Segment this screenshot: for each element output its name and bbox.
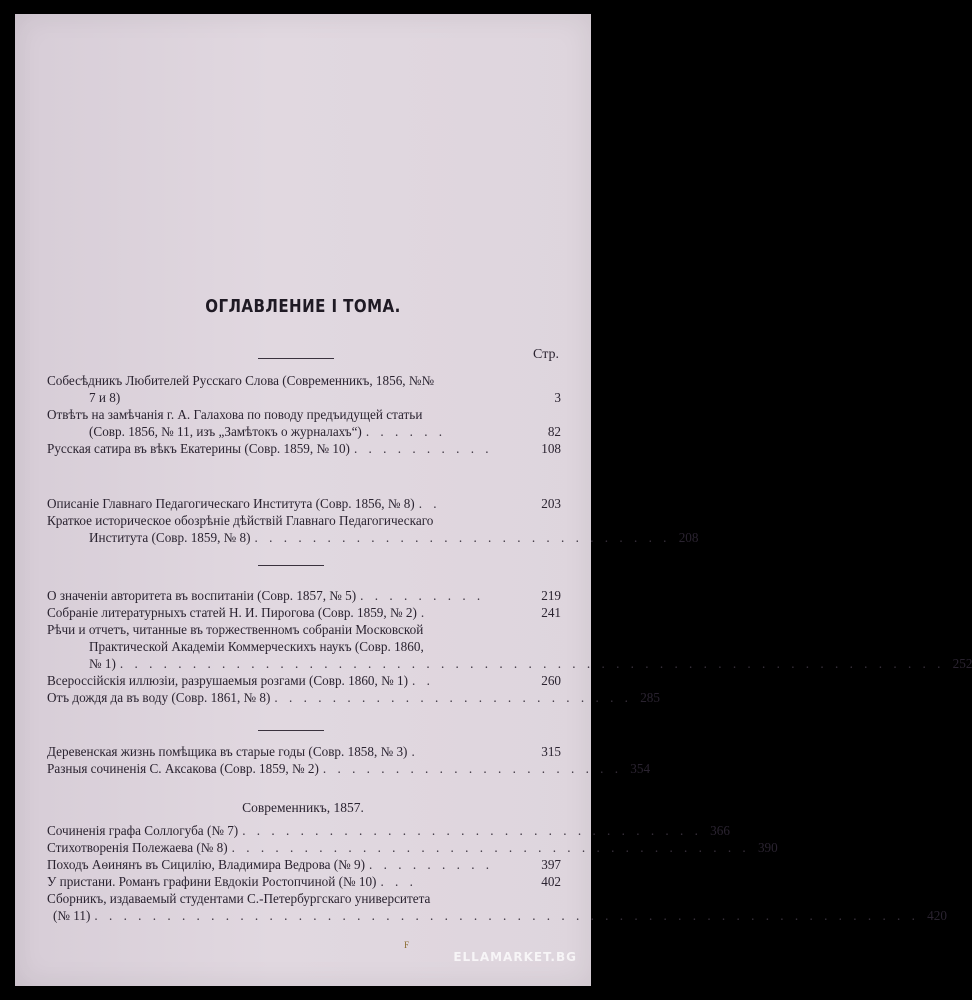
leader-dots: . . . . . . — [365, 424, 447, 439]
entry-line: Практической Академіи Коммерческихъ наукъ (Совр. 1860, — [89, 639, 424, 654]
toc-entry — [47, 406, 561, 440]
entry-page: 354 — [630, 761, 651, 776]
toc-entry — [47, 839, 778, 856]
entry-last-line — [47, 689, 660, 706]
entry-line: Рѣчи и отчетъ, читанные въ торжественномъ собраніи Московской — [47, 622, 424, 637]
entry-last-line — [47, 604, 561, 621]
entry-last-line — [47, 389, 561, 406]
entry-last-line — [47, 587, 561, 604]
toc-entry — [47, 621, 972, 672]
corner-mark: F — [404, 940, 410, 950]
entry-last-line — [47, 495, 561, 512]
entry-page: 315 — [541, 744, 561, 759]
leader-dots: . . — [418, 496, 441, 511]
entry-text: 7 и 8) — [89, 390, 121, 405]
entry-last-line — [47, 873, 561, 890]
leader-dots: . — [411, 744, 419, 759]
entry-last-line — [47, 856, 561, 873]
section-rule — [258, 730, 324, 731]
entry-text: Разныя сочиненія С. Аксакова (Совр. 1859, № 2) — [47, 761, 319, 776]
entry-line: Сборникъ, издаваемый студентами С.-Петербургскаго университета — [47, 891, 431, 906]
leader-dots: . . . . . . . . . . . . . . . . . . . . . . . . . . . . . . . . — [242, 823, 702, 838]
entry-text: № 1) — [89, 656, 116, 671]
watermark-logo: ELLAMARKET.BG — [453, 950, 577, 964]
entry-line: Отвѣтъ на замѣчанія г. А. Галахова по поводу предъидущей статьи — [47, 407, 423, 422]
entry-page: 108 — [541, 441, 561, 456]
entry-text: (Совр. 1856, № 11, изъ „Замѣтокъ о журналахъ“) — [89, 424, 362, 439]
entry-page: 82 — [547, 424, 561, 439]
entry-last-line — [47, 839, 778, 856]
leader-dots: . . . . . . . . . — [360, 588, 485, 603]
toc-entry — [47, 760, 651, 777]
entry-page: 390 — [757, 840, 778, 855]
entry-line: Собесѣдникъ Любителей Русскаго Слова (Современникъ, 1856, №№ — [47, 373, 435, 388]
entry-page: 420 — [927, 908, 947, 923]
section-heading: Современникъ, 1857. — [242, 800, 364, 815]
entry-text: Всероссійскія иллюзіи, разрушаемыя розгами (Совр. 1860, № 1) — [47, 673, 408, 688]
entry-text: Отъ дождя да въ воду (Совр. 1861, № 8) — [47, 690, 271, 705]
entry-last-line — [47, 822, 730, 839]
entry-page: 208 — [678, 530, 699, 545]
toc-entry — [47, 856, 561, 873]
leader-dots: . . . . . . . . . — [369, 857, 494, 872]
entry-text: Походъ Аѳинянъ въ Сицилію, Владимира Ведрова (№ 9) — [47, 857, 366, 872]
entry-last-line — [47, 907, 947, 924]
entry-page: 260 — [541, 673, 561, 688]
leader-dots: . . . . . . . . . . . . . . . . . . . . . . . . . . . . . . . . . . . . . . . . . . . . . . . . . . . . . . . . . — [94, 908, 919, 923]
toc-entry — [47, 512, 699, 546]
entry-text: Русская сатира въ вѣкъ Екатерины (Совр. 1859, № 10) — [47, 441, 350, 456]
leader-dots: . . . . . . . . . . — [353, 441, 493, 456]
entry-last-line — [47, 655, 972, 672]
entry-last-line — [47, 760, 651, 777]
leader-dots: . . . . . . . . . . . . . . . . . . . . . . . . . . . . . . . . . . . . — [231, 840, 750, 855]
entry-page: 203 — [541, 496, 561, 511]
entry-page: 366 — [710, 823, 730, 838]
leader-dots: . — [420, 605, 429, 620]
entry-line: Краткое историческое обозрѣніе дѣйствій Главнаго Педагогическаго — [47, 513, 434, 528]
page-title: ОГЛАВЛЕНИЕ I ТОМА. — [205, 297, 401, 317]
entry-text: Стихотворенія Полежаева (№ 8) — [47, 840, 228, 855]
entry-text: Сочиненія графа Соллогуба (№ 7) — [47, 823, 239, 838]
entry-text: Собраніе литературныхъ статей Н. И. Пирогова (Совр. 1859, № 2) — [47, 605, 417, 620]
entry-text: Описаніе Главнаго Педагогическаго Института (Совр. 1856, № 8) — [47, 496, 415, 511]
entry-page: 402 — [541, 874, 561, 889]
entry-text: Деревенская жизнь помѣщика въ старые годы (Совр. 1858, № 3) — [47, 744, 408, 759]
leader-dots: . . . — [380, 874, 417, 889]
entry-text: У пристани. Романъ графини Евдокіи Ростопчиной (№ 10) — [47, 874, 377, 889]
toc-entry — [47, 587, 561, 604]
section-rule — [258, 565, 324, 566]
toc-entry — [47, 743, 561, 760]
toc-entry — [47, 890, 947, 924]
leader-dots: . . — [411, 673, 434, 688]
toc-entry — [47, 822, 730, 839]
leader-dots — [120, 389, 533, 406]
toc-entry — [47, 440, 561, 457]
entry-page: 285 — [640, 690, 660, 705]
leader-dots: . . . . . . . . . . . . . . . . . . . . . . . . . — [274, 690, 632, 705]
entry-page: 219 — [541, 588, 561, 603]
entry-last-line — [47, 672, 561, 689]
book-page — [15, 14, 972, 986]
title-rule — [258, 358, 334, 359]
leader-dots: . . . . . . . . . . . . . . . . . . . . . . . . . . . . . — [254, 530, 671, 545]
entry-last-line — [47, 440, 561, 457]
entry-last-line — [47, 529, 699, 546]
entry-page: 397 — [541, 857, 561, 872]
toc-entry — [47, 372, 561, 406]
toc-entry — [47, 873, 561, 890]
entry-page: 252 — [952, 656, 972, 671]
toc-entry — [47, 672, 561, 689]
entry-last-line — [47, 743, 561, 760]
entry-text: О значеніи авторитета въ воспитаніи (Совр. 1857, № 5) — [47, 588, 357, 603]
page-column-label: Стр. — [533, 347, 559, 362]
entry-page: 241 — [541, 605, 561, 620]
toc-entry — [47, 495, 561, 512]
entry-last-line — [47, 423, 561, 440]
leader-dots: . . . . . . . . . . . . . . . . . . . . . — [322, 761, 623, 776]
entry-text: Института (Совр. 1859, № 8) — [89, 530, 251, 545]
toc-entry — [47, 689, 660, 706]
leader-dots: . . . . . . . . . . . . . . . . . . . . . . . . . . . . . . . . . . . . . . . . . . . . . . . . . . . . . . . . . — [119, 656, 945, 671]
entry-text: (№ 11) — [53, 908, 91, 923]
toc-entry — [47, 604, 561, 621]
entry-page: 3 — [554, 390, 561, 405]
